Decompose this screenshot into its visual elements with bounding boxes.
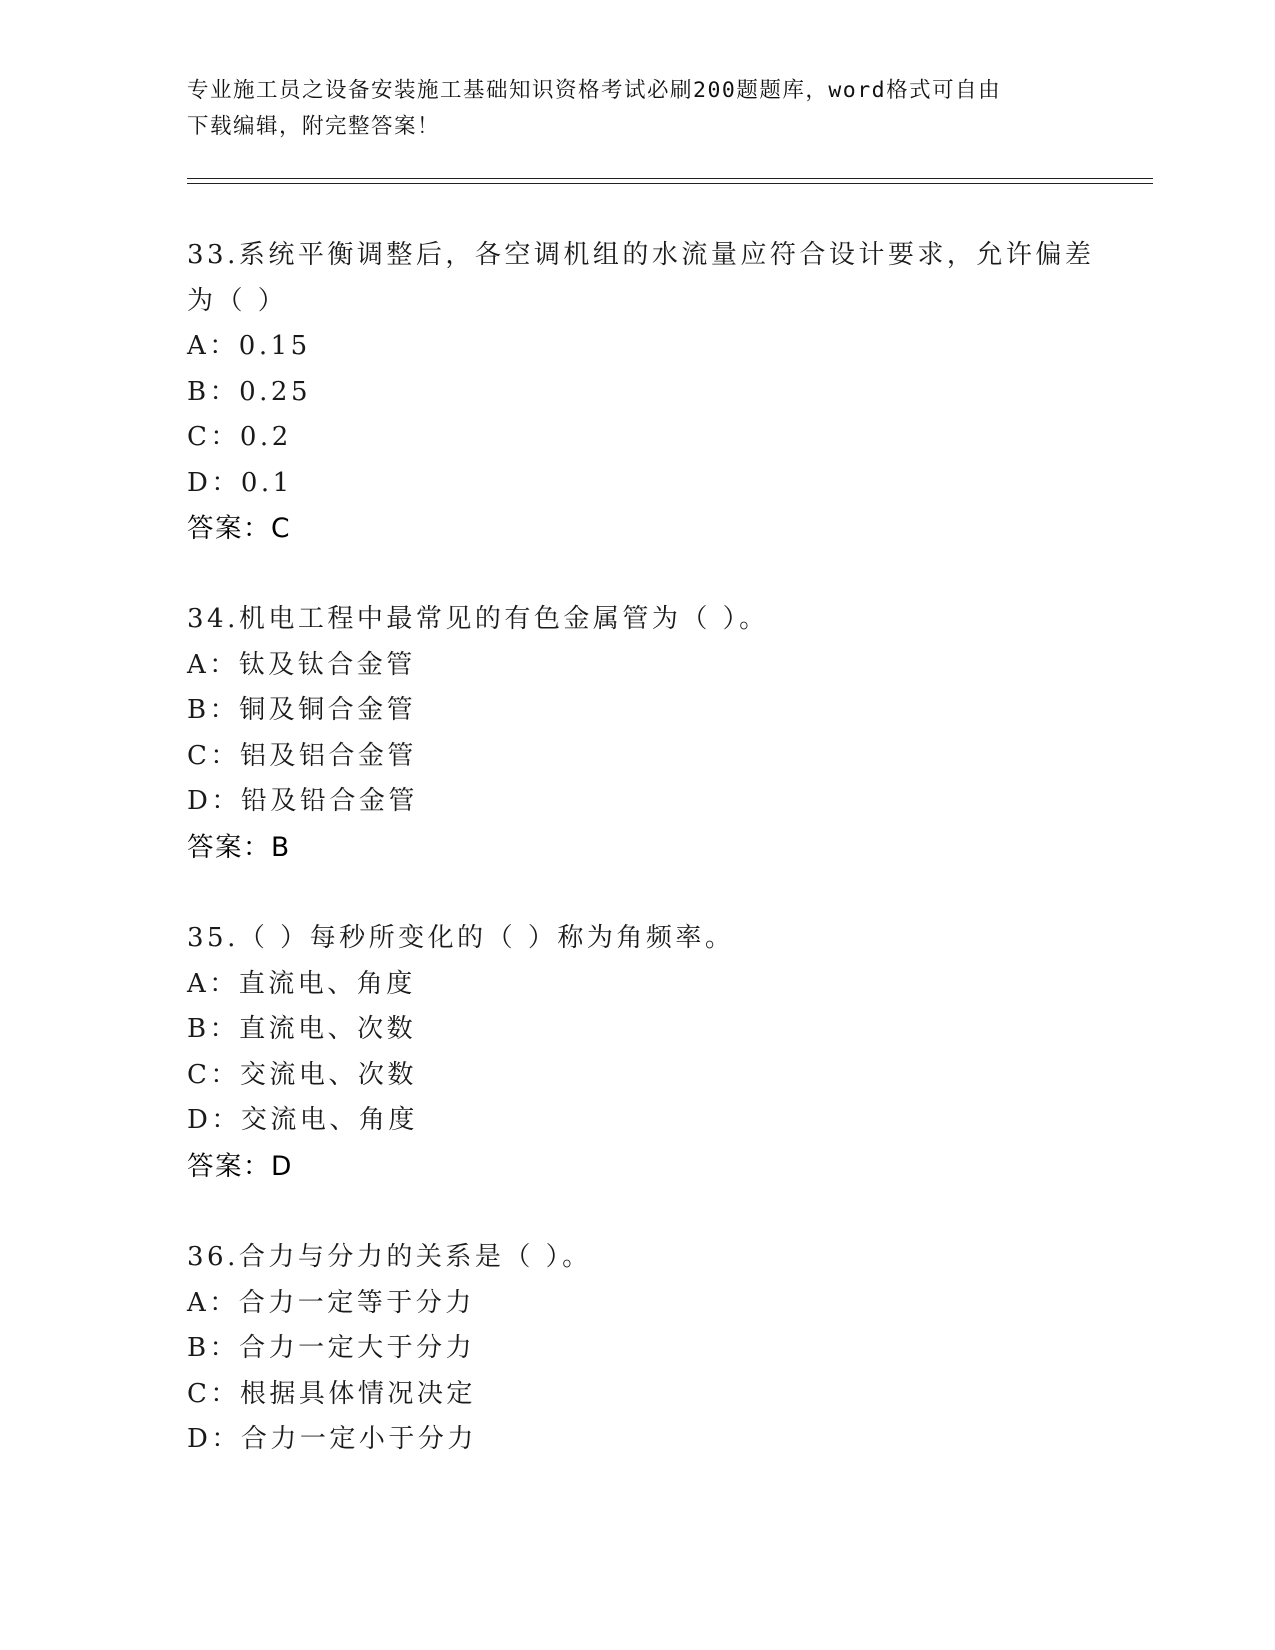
option-d: D：铅及铅合金管 xyxy=(187,786,418,816)
option-b: B：0.25 xyxy=(187,376,311,407)
question-36 xyxy=(187,1235,1087,1463)
question-stem-continued: 为（ ） xyxy=(187,285,288,316)
question-stem: 34.机电工程中最常见的有色金属管为（ ）。 xyxy=(187,604,769,634)
header-divider-top xyxy=(187,178,1153,179)
answer: 答案：B xyxy=(187,831,291,863)
option-a: A：0.15 xyxy=(187,331,311,361)
option-d: D：交流电、角度 xyxy=(187,1105,418,1135)
header-divider-bottom xyxy=(187,183,1153,184)
question-35 xyxy=(187,916,1087,1189)
option-c: C：0.2 xyxy=(187,422,292,452)
answer: 答案：D xyxy=(187,1150,293,1182)
question-33 xyxy=(187,233,1095,552)
answer: 答案：C xyxy=(187,513,292,544)
option-b: B：直流电、次数 xyxy=(187,1014,417,1044)
option-d: D：0.1 xyxy=(187,467,293,498)
document-header xyxy=(187,73,1077,145)
option-d: D：合力一定小于分力 xyxy=(187,1424,477,1454)
header-title-line-2: 下载编辑，附完整答案！ xyxy=(187,114,441,139)
option-b: B：铜及铜合金管 xyxy=(187,695,417,725)
question-stem: 35.（ ）每秒所变化的（ ）称为角频率。 xyxy=(187,923,735,953)
option-c: C：铝及铝合金管 xyxy=(187,740,417,771)
option-a: A：合力一定等于分力 xyxy=(187,1287,475,1318)
header-title-line-1: 专业施工员之设备安装施工基础知识资格考试必刷200题题库，word格式可自由 xyxy=(187,78,1002,103)
option-b: B：合力一定大于分力 xyxy=(187,1333,476,1363)
option-c: C：交流电、次数 xyxy=(187,1059,417,1090)
question-stem: 36.合力与分力的关系是（ ）。 xyxy=(187,1242,592,1272)
question-34 xyxy=(187,597,1087,870)
option-c: C：根据具体情况决定 xyxy=(187,1378,476,1409)
question-stem: 33.系统平衡调整后，各空调机组的水流量应符合设计要求，允许偏差 xyxy=(187,240,1095,270)
option-a: A：直流电、角度 xyxy=(187,968,416,999)
option-a: A：钛及钛合金管 xyxy=(187,649,416,680)
